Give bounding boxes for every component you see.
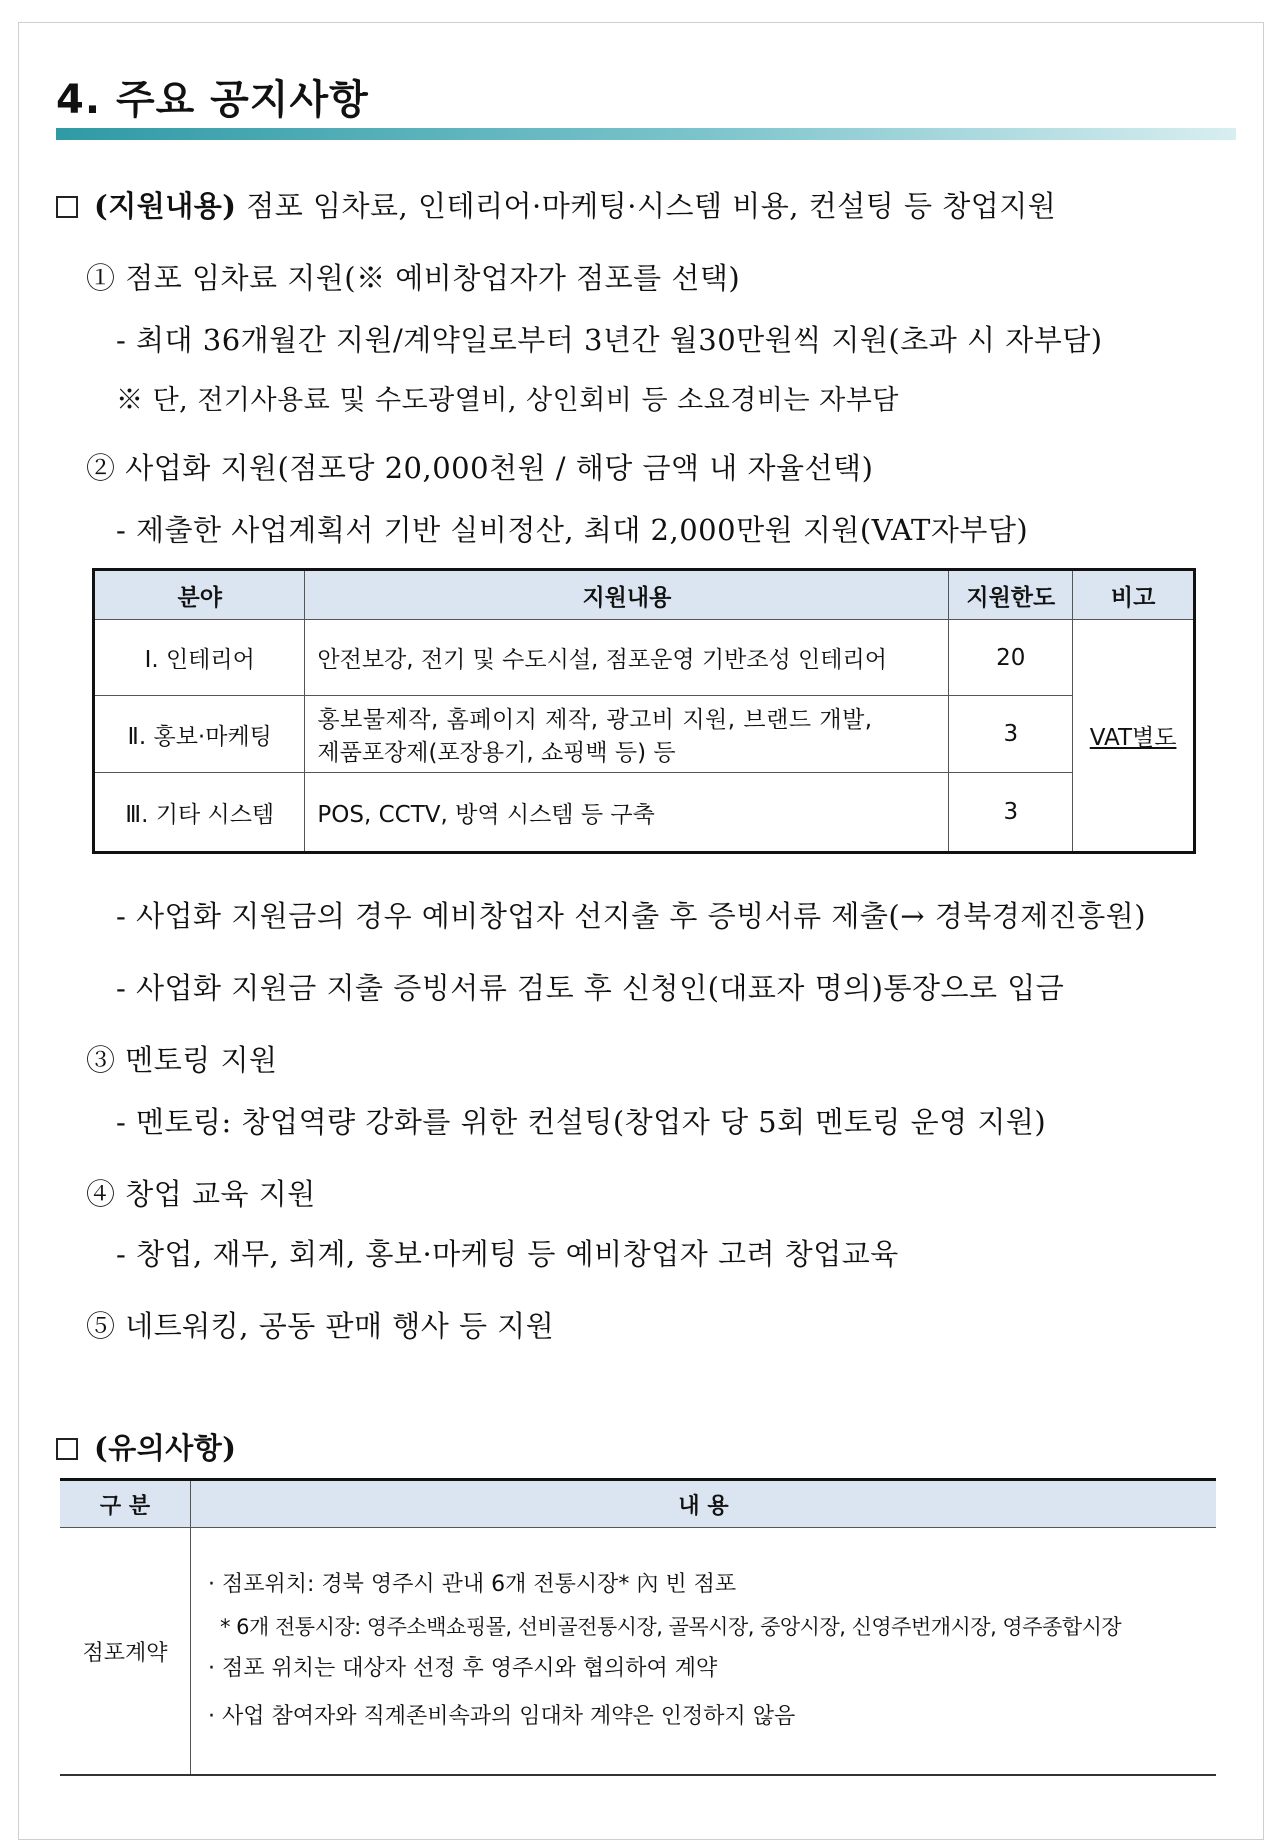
- row-content-line: 홍보물제작, 홈페이지 제작, 광고비 지원, 브랜드 개발,: [317, 707, 873, 733]
- support-budget-table: [92, 568, 1196, 854]
- item-1-line-1: - 최대 36개월간 지원/계약일로부터 3년간 월30만원씩 지원(초과 시 자부담): [116, 323, 1103, 357]
- row-limit: 3: [949, 773, 1073, 853]
- item-1-title: ① 점포 임차료 지원(※ 예비창업자가 점포를 선택): [86, 261, 741, 295]
- support-label: (지원내용): [94, 189, 237, 223]
- caution-label: (유의사항): [94, 1431, 237, 1465]
- item-3-title: ③ 멘토링 지원: [86, 1043, 278, 1077]
- content-cell: [191, 1528, 1217, 1776]
- caution-heading: [56, 1426, 237, 1467]
- table-row: [60, 1528, 1216, 1776]
- row-content-line: 제품포장제(포장용기, 쇼핑백 등) 등: [317, 740, 676, 766]
- header-content: 내 용: [191, 1480, 1217, 1528]
- list-item: · 사업 참여자와 직계존비속과의 임대차 계약은 인정하지 않음: [208, 1704, 796, 1729]
- vat-note: VAT별도: [1089, 725, 1177, 751]
- row-field: Ⅰ. 인테리어: [94, 620, 305, 696]
- list-item-note: * 6개 전통시장: 영주소백쇼핑몰, 선비골전통시장, 골목시장, 중앙시장, 신영주번개시장, 영주종합시장: [220, 1615, 1122, 1639]
- section-heading: 4. 주요 공지사항: [56, 77, 369, 123]
- item-1-note: ※ 단, 전기사용료 및 수도광열비, 상인회비 등 소요경비는 자부담: [116, 385, 899, 416]
- table-header-row: [94, 570, 1195, 620]
- table-row: [94, 620, 1195, 696]
- checkbox-square-icon: [56, 196, 78, 218]
- row-field: Ⅲ. 기타 시스템: [94, 773, 305, 853]
- table-row: [94, 696, 1195, 773]
- row-field: Ⅱ. 홍보·마케팅: [94, 696, 305, 773]
- caution-list: [192, 1561, 1215, 1741]
- header-note: 비고: [1073, 570, 1195, 620]
- row-limit: 20: [949, 620, 1073, 696]
- heading-underline-bar: [56, 128, 1236, 140]
- list-item: · 점포 위치는 대상자 선정 후 영주시와 협의하여 계약: [208, 1656, 718, 1681]
- category-cell: 점포계약: [60, 1528, 191, 1776]
- item-2-after-1: - 사업화 지원금의 경우 예비창업자 선지출 후 증빙서류 제출(→ 경북경제진흥원): [116, 899, 1147, 933]
- support-summary-line: [56, 184, 1056, 225]
- header-content: 지원내용: [305, 570, 949, 620]
- header-field: 분야: [94, 570, 305, 620]
- checkbox-square-icon: [56, 1438, 78, 1460]
- header-limit: 지원한도: [949, 570, 1073, 620]
- caution-table: [60, 1478, 1216, 1776]
- item-2-after-2: - 사업화 지원금 지출 증빙서류 검토 후 신청인(대표자 명의)통장으로 입금: [116, 971, 1065, 1005]
- row-content: 안전보강, 전기 및 수도시설, 점포운영 기반조성 인테리어: [305, 620, 949, 696]
- table-header-row: [60, 1480, 1216, 1528]
- list-item: · 점포위치: 경북 영주시 관내 6개 전통시장* 內 빈 점포: [208, 1572, 737, 1597]
- row-content: POS, CCTV, 방역 시스템 등 구축: [305, 773, 949, 853]
- item-4-line-1: - 창업, 재무, 회계, 홍보·마케팅 등 예비창업자 고려 창업교육: [116, 1237, 899, 1271]
- item-5-title: ⑤ 네트워킹, 공동 판매 행사 등 지원: [86, 1309, 555, 1343]
- support-summary: 점포 임차료, 인테리어·마케팅·시스템 비용, 컨설팅 등 창업지원: [246, 189, 1057, 223]
- row-content: [305, 696, 949, 773]
- row-limit: 3: [949, 696, 1073, 773]
- item-2-line-1: - 제출한 사업계획서 기반 실비정산, 최대 2,000만원 지원(VAT자부담): [116, 513, 1029, 547]
- item-4-title: ④ 창업 교육 지원: [86, 1177, 316, 1211]
- item-2-title: ② 사업화 지원(점포당 20,000천원 / 해당 금액 내 자율선택): [86, 451, 874, 485]
- note-cell: [1073, 620, 1195, 853]
- item-3-line-1: - 멘토링: 창업역량 강화를 위한 컨설팅(창업자 당 5회 멘토링 운영 지원): [116, 1105, 1047, 1139]
- header-category: 구 분: [60, 1480, 191, 1528]
- table-row: [94, 773, 1195, 853]
